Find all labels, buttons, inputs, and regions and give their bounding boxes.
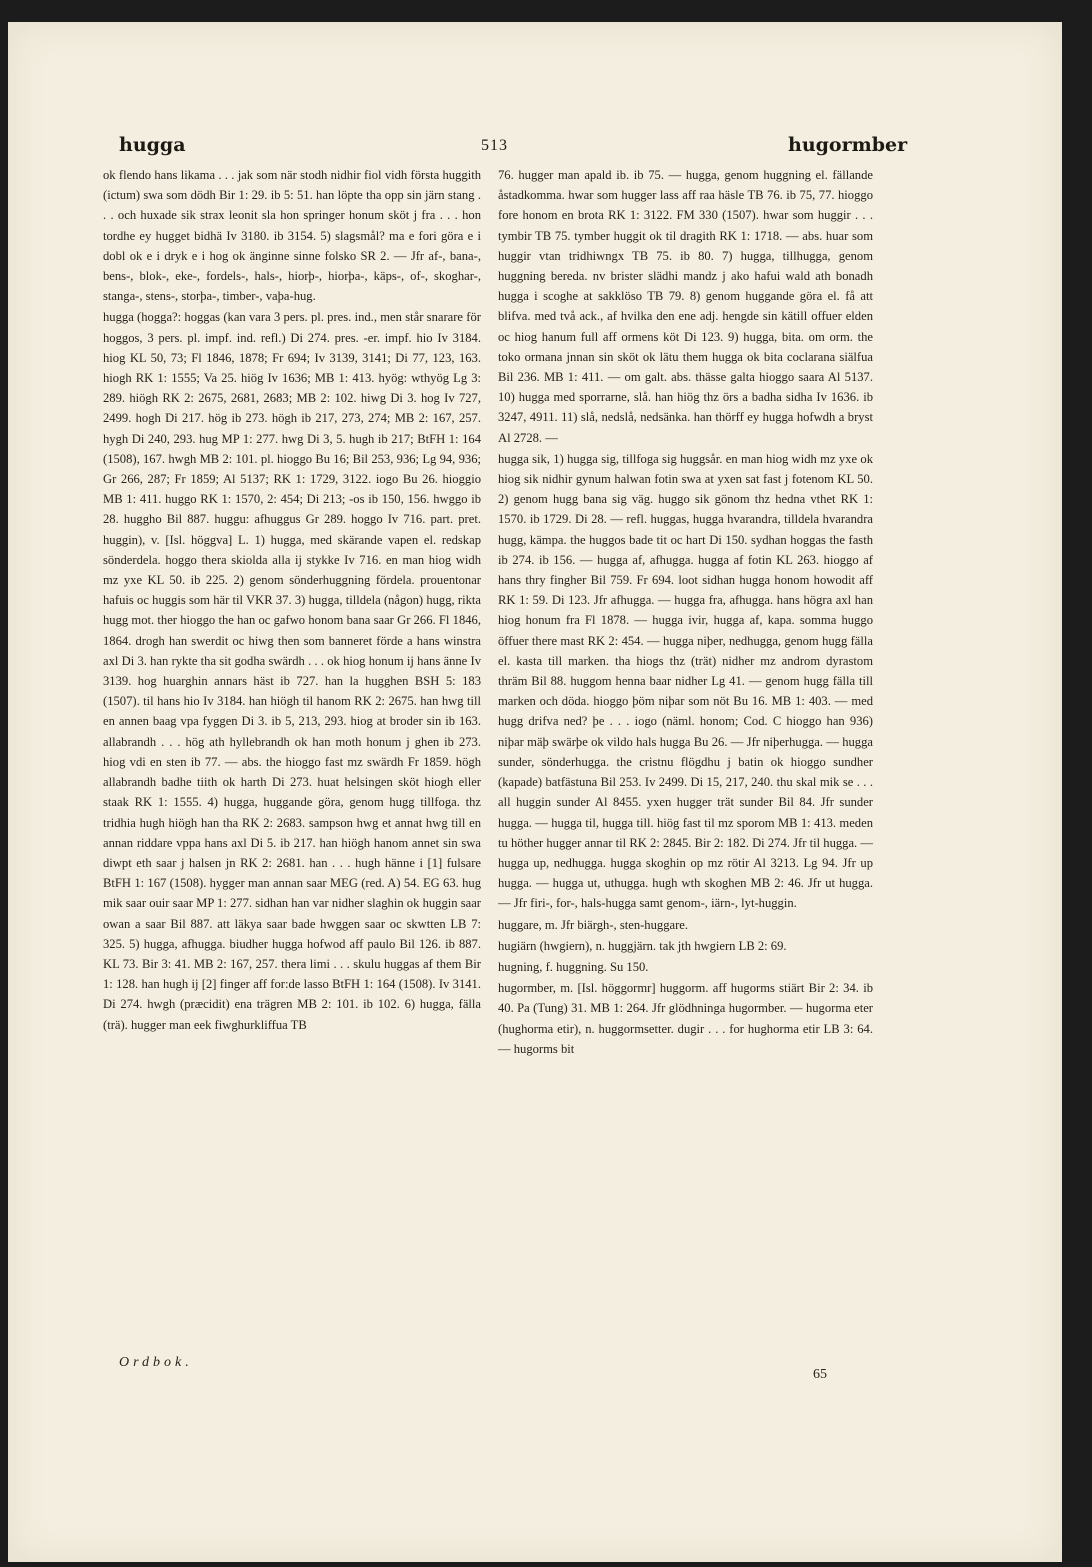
left-paragraph-1: ok flendo hans likama . . . jak som när stodh nidhir fiol vidh första huggith (ictum) swa som dödh Bir 1: 29. ib 5: 51. han löpte tha opp sin järn stang . . . och huxade sik strax leonit sla hon springer honum sköt j fra . . . hon tordhe ey hugget bidhä Iv 3180. ib 3154. 5) slagsmål? ma e fori göra e i dobl ok e i dryk e i hog ok änginne sinne folsko SR 2. — Jfr af-, bana-, bens-, blok-, eke-, fordels-, hals-, hiorþ-, hiorþa-, käps-, of-, skoghar-, stanga-, stens-, storþa-, timber-, vaþa-hug. <box>103 168 481 304</box>
left-column <box>103 165 481 1035</box>
right-paragraph-2: hugga sik, 1) hugga sig, tillfoga sig huggsår. en man hiog widh mz yxe ok hiog sik nidhir gynum halwan fotin swa at yxen sat fast j fotenom KL 50. 2) genom hugg bana sig väg. huggo sik gönom thz hedna vthet RK 1: 1570. ib 1729. Di 28. — refl. huggas, hugga hvarandra, tilldela hvarandra hugg, kämpa. the huggos bade tit oc hart Di 150. sydhan hoggas the fasth ib 274. ib 156. — hugga af, afhugga. hugga af fotin KL 263. hioggo af hans thry fingher Bil 759. Fr 694. loot sidhan hugga honom howodit aff RK 1: 59. Di 123. Jfr afhugga. — hugga fra, afhugga. hans högra axl han hiog honum fra Fl 1878. — hugga ivir, hugga af, kapa. somma huggo öffuer there mast RK 2: 454. — hugga niþer, nedhugga, genom hugg fälla el. kasta till marken. tha hiogs thz (trät) nidher mz androm dyrastom thräm Bil 88. huggom henna baar nidher Lg 41. — genom hugg fälla till marken och döda. hioggo þöm niþar som nöt Bu 16. MB 1: 403. — med hugg drifva ned? þe . . . iogo (näml. honom; Cod. C hioggo han 936) niþar mäþ swärþe ok vildo hals hugga Bu 26. — Jfr niþerhugga. — hugga sunder, sönderhugga. the cristnu flögdhu j batin ok hioggo sundher (kapade) batfästuna Bil 253. Iv 2499. Di 15, 217, 240. thu skal mik se . . . all huggin sunder Al 8455. yxen hugger trät sunder Bil 84. Jfr sunder hugga. — hugga til, hugga till. hiög fast til mz sporom MB 1: 413. meden tu höther hugger annar til RK 2: 2845. Bir 2: 182. Di 274. Jfr til hugga. — hugga up, nedhugga. hugga skoghin op mz rötir Al 3213. Lg 94. Jfr up hugga. — hugga ut, uthugga. hugh wth skoghen MB 2: 46. Jfr ut hugga. — Jfr firi-, for-, hals-hugga samt genom-, iärn-, lyt-huggin. <box>498 451 873 911</box>
right-paragraph-5: hugning, f. huggning. Su 150. <box>498 959 649 974</box>
right-column <box>498 165 873 1059</box>
footer-ordbok: Ordbok. <box>119 1355 193 1370</box>
right-paragraph-3: huggare, m. Jfr biärgh-, sten-huggare. <box>498 917 689 932</box>
right-paragraph-1: 76. hugger man apald ib. ib 75. — hugga, genom huggning el. fällande åstadkomma. hwar som hugger lass aff raa häsle TB 76. ib 75, 77. hioggo fore honom en brota RK 1: 3122. FM 330 (1507). hwar som huggir . . . tymbir TB 75. tymber huggit ok til dragith RK 1: 1718. — abs. huar som huggir vtan tridhiwngx TB 75. ib 80. 7) hugga, tillhugga, genom huggning bereda. nv brister slädhi mandz j ako hafui wald ath bonadh hugga i scoghe at sakklöso TB 79. 8) genom huggande göra el. få att blifva. med två ack., af hvilka den ene adj. hengde sin kätill offuer elden oc hiog hanum full aff ormens köt Di 123. 9) hugga, bita. om orm. the toko ormana jnnan sin sköt ok lätu them hugga ok bita coclarana siälfua Bil 236. MB 1: 411. — om galt. abs. thässe galta hioggo saara Al 5137. 10) hugga med sporrarne, slå. han hiög thz örs a badha sidha Iv 1636. ib 3247, 4911. 11) slå, nedslå, nedsänka. han thörff ey hugga hofwdh a bryst Al 2728. — <box>498 168 873 445</box>
signature-mark: 65 <box>813 1367 827 1382</box>
left-paragraph-2: hugga (hogga?: hoggas (kan vara 3 pers. pl. pres. ind., men står snarare för hoggos, 3 pers. pl. impf. ind. refl.) Di 274. pres. -er. impf. hio Iv 3184. hiog KL 50, 73; Fl 1846, 1878; Fr 694; Iv 3139, 3141; Di 77, 123, 163. hiogh RK 1: 1555; Va 25. hiög Iv 1636; MB 1: 413. hyög: wthyög Lg 3: 289. hiögh RK 2: 2675, 2681, 2683; MB 2: 102. hiwg Di 3. hog Iv 727, 2499. hogh Di 217. hög ib 273. högh ib 217, 273, 274; MB 2: 167, 257. hygh Di 240, 293. hug MP 1: 277. hwg Di 3, 5. hugh ib 217; BtFH 1: 164 (1508), 167. hwgh MB 2: 101. pl. hioggo Bu 16; Bil 253, 936; Lg 94, 936; Gr 266, 287; Fr 1859; Al 5137; RK 1: 1729, 3122. iogo Bu 26. hioggio MB 1: 411. huggo RK 1: 1570, 2: 454; Di 213; -os ib 150, 156. hwggo ib 28. huggho Bil 887. huggu: afhuggus Gr 289. hoggo Iv 716. part. pret. huggin), v. [Isl. höggva] L. 1) hugga, med skärande vapen el. redskap sönderdela. hoggo thera skiolda alla ij stykke Iv 716. en man hiog widh mz yxe KL 50. ib 225. 2) genom sönderhuggning fördela. prouentonar hafuis oc huggis som här til VKR 37. 3) hugga, tilldela (någon) hugg, rikta hugg mot. ther hioggo the han oc gafwo honom bana saar Gr 266. Fl 1846, 1864. drogh han swerdit oc hiwg then som banneret förde a hans winstra axl Di 3. han rykte tha sit godha swärdh . . . ok hiog honum ij hans änne Iv 3139. hog huarghin annars häst ib 727. han la hugghen BSH 5: 183 (1507). til hans hio Iv 3184. han hiögh til hanom RK 2: 2675. han hwg till en annen baag vpa fyggen Di 3. ib 5, 213, 293. hiog at broder sin ib 163. allabrandh . . . hög ath hyllebrandh ok han moth honum j ghen ib 273. hiog vdi en sten ib 77. — abs. the hioggo fast mz swärdh Fr 1859. högh allabrandh badhe tiith ok harth Di 273. huat helsingen sköt hiogh eller staak RK 1: 1555. 4) hugga, huggande göra, genom hugg tillfoga. thz tridhia hugh hiögh han tha RK 2: 2683. sampson hwg et annat hwg till en annan riddare vppa hans axl Di 5. ib 217. han hiögh hanom annet sin swa diwpt eth saar j halsen jn RK 2: 2681. han . . . hugh hänne i [1] fulsare BtFH 1: 167 (1508). hygger man annan saar MEG (red. A) 54. EG 63. hug mik saar ouir saar MP 1: 277. sidhan han var nidher slaghin ok huggin saar owan a saar Bil 887. att läkya saar bade hwggen saar oc skwtten LB 7: 325. 5) hugga, afhugga. biudher hugga hofwod aff paulo Bil 126. ib 887. KL 73. Bir 3: 41. MB 2: 167, 257. thera limi . . . skulu huggas af them Bir 1: 128. han hugh ij [2] finger aff for:de lasso BtFH 1: 164 (1508). Iv 3141. Di 274. hwgh (præcidit) ena trägren MB 2: 101. ib 102. 6) hugga, fälla (trä). hugger man eek fiwghurkliffua TB <box>103 310 481 1032</box>
right-paragraph-4: hugiärn (hwgiern), n. huggjärn. tak jth hwgiern LB 2: 69. <box>498 938 787 953</box>
page-number: 513 <box>481 137 508 154</box>
running-head-right: hugormber <box>788 134 908 156</box>
right-paragraph-6: hugormber, m. [Isl. höggormr] huggorm. aff hugorms stiärt Bir 2: 34. ib 40. Pa (Tung) 31. MB 1: 264. Jfr glödhninga hugormber. — hugorma eter (hughorma etir), n. huggormsetter. dugir . . . for hughorma etir LB 3: 64. — hugorms bit <box>498 981 873 1056</box>
running-head-left: hugga <box>119 134 186 156</box>
